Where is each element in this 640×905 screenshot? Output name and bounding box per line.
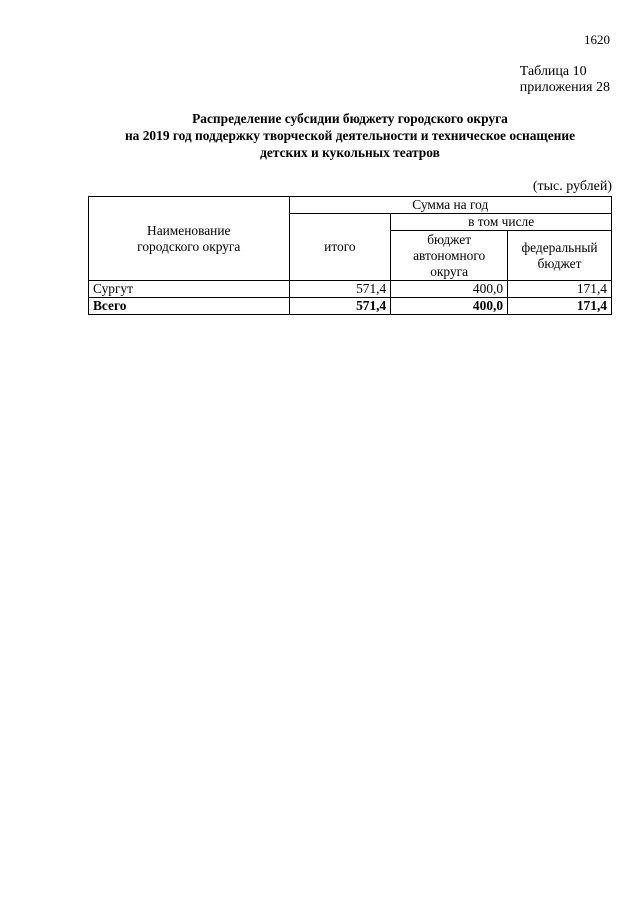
header-federal-budget <box>508 231 612 281</box>
table-reference <box>520 64 610 96</box>
cell-autonomous: 400,0 <box>391 281 508 298</box>
document-title <box>88 110 612 161</box>
cell-district-name: Сургут <box>89 281 290 298</box>
header-district-name <box>89 197 290 281</box>
header-federal-line1: федеральный <box>521 239 598 255</box>
title-line1: Распределение субсидии бюджету городского округа <box>192 111 508 126</box>
table-total-row <box>89 298 612 315</box>
table-row <box>89 281 612 298</box>
subsidy-table <box>88 196 612 315</box>
header-total: итого <box>289 214 391 281</box>
cell-total-label: Всего <box>89 298 290 315</box>
header-autonomous-budget <box>391 231 508 281</box>
cell-total-federal: 171,4 <box>508 298 612 315</box>
header-name-line2: городского округа <box>137 238 241 254</box>
cell-total-autonomous: 400,0 <box>391 298 508 315</box>
header-federal-line2: бюджет <box>537 255 582 271</box>
title-line3: детских и кукольных театров <box>260 145 440 160</box>
header-autonomous-line3: округа <box>430 263 469 279</box>
header-autonomous-line1: бюджет <box>427 231 472 247</box>
table-ref-line1: Таблица 10 <box>519 64 587 79</box>
cell-federal: 171,4 <box>508 281 612 298</box>
table-ref-line2: приложения 28 <box>519 80 610 95</box>
page-number: 1620 <box>584 32 610 47</box>
header-including: в том числе <box>391 214 612 231</box>
cell-total: 571,4 <box>289 281 391 298</box>
header-autonomous-line2: автономного <box>413 247 486 263</box>
title-line2: на 2019 год поддержку творческой деятельности и техническое оснащение <box>124 128 576 143</box>
cell-total-total: 571,4 <box>289 298 391 315</box>
header-name-line1: Наименование <box>147 222 231 238</box>
header-sum-per-year: Сумма на год <box>289 197 611 214</box>
units-label: (тыс. рублей) <box>532 179 612 194</box>
